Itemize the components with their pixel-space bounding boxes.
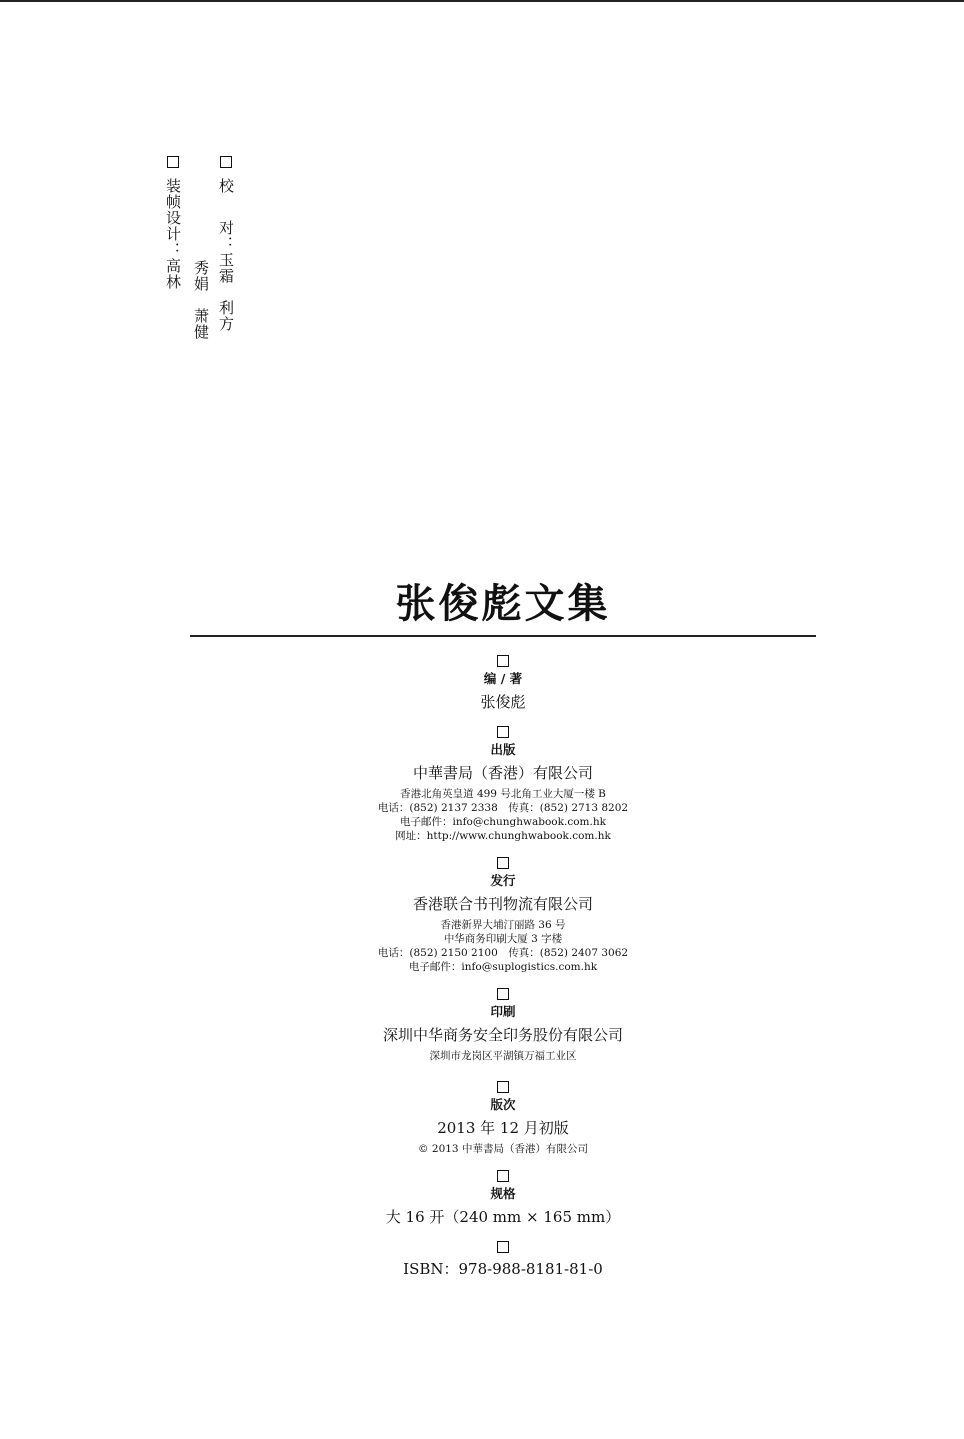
square-bullet-icon (497, 1170, 509, 1182)
section-label: 出版 (490, 742, 516, 757)
detail-line: 深圳市龙岗区平湖镇万福工业区 (429, 1050, 577, 1062)
credit-proof-label-2: 对 (217, 220, 235, 236)
credit-proof-name-4: 萧健 (192, 308, 210, 340)
credit-proof-colon: ： (217, 236, 235, 252)
square-bullet-icon (497, 1081, 509, 1093)
section-author (190, 655, 816, 714)
section-label: 版次 (490, 1097, 516, 1112)
credit-proofreading (214, 156, 238, 332)
section-printer (190, 988, 816, 1063)
credit-binding-design (161, 156, 185, 290)
credit-proof-label-1: 校 (217, 178, 235, 194)
section-main: 2013 年 12 月初版 (437, 1119, 569, 1137)
square-bullet-icon (220, 156, 232, 168)
square-bullet-icon (497, 1241, 509, 1253)
detail-line: 中华商务印刷大厦 3 字楼 (443, 933, 563, 945)
detail-line: 电子邮件：info@chunghwabook.com.hk (400, 816, 606, 828)
detail-line: 网址：http://www.chunghwabook.com.hk (395, 830, 611, 842)
section-main: 深圳中华商务安全印务股份有限公司 (382, 1026, 623, 1044)
section-main: 中華書局（香港）有限公司 (412, 764, 593, 782)
section-format (190, 1170, 816, 1229)
section-label: 发行 (490, 873, 516, 888)
detail-line: 电子邮件：info@suplogistics.com.hk (408, 961, 598, 973)
square-bullet-icon (497, 726, 509, 738)
credit-binding-name: 高林 (164, 258, 182, 290)
section-main: 大 16 开（240 mm × 165 mm） (385, 1208, 621, 1226)
square-bullet-icon (167, 156, 179, 168)
credit-binding-colon: ： (164, 242, 182, 258)
credit-proof-name-2: 利方 (217, 300, 235, 332)
square-bullet-icon (497, 988, 509, 1000)
section-publisher (190, 726, 816, 843)
detail-line: 电话：(852) 2137 2338 传真：(852) 2713 8202 (377, 802, 629, 814)
credit-proofreading-col2 (189, 260, 213, 340)
section-distributor (190, 857, 816, 974)
square-bullet-icon (497, 655, 509, 667)
credit-proof-name-1: 玉霜 (217, 252, 235, 284)
section-main: 张俊彪 (480, 693, 526, 711)
detail-line: 香港北角英皇道 499 号北角工业大厦一楼 B (400, 788, 606, 800)
title-rule (190, 635, 816, 637)
square-bullet-icon (497, 857, 509, 869)
copyright-line: © 2013 中華書局（香港）有限公司 (418, 1143, 588, 1155)
section-label: 编 / 著 (483, 671, 523, 686)
top-rule (0, 0, 964, 2)
section-edition (190, 1081, 816, 1156)
credit-binding-label: 装帧设计 (164, 178, 182, 242)
section-label: 印刷 (490, 1004, 516, 1019)
credit-proof-name-3: 秀娟 (192, 260, 210, 292)
detail-line: 香港新界大埔汀丽路 36 号 (440, 919, 566, 931)
section-isbn (190, 1241, 816, 1281)
detail-line: 电话：(852) 2150 2100 传真：(852) 2407 3062 (377, 947, 629, 959)
book-title: 张俊彪文集 (395, 581, 611, 627)
section-label: 规格 (490, 1186, 516, 1201)
imprint-block (190, 655, 816, 1281)
isbn-text: ISBN：978-988-8181-81-0 (403, 1260, 603, 1278)
section-main: 香港联合书刊物流有限公司 (412, 895, 593, 913)
